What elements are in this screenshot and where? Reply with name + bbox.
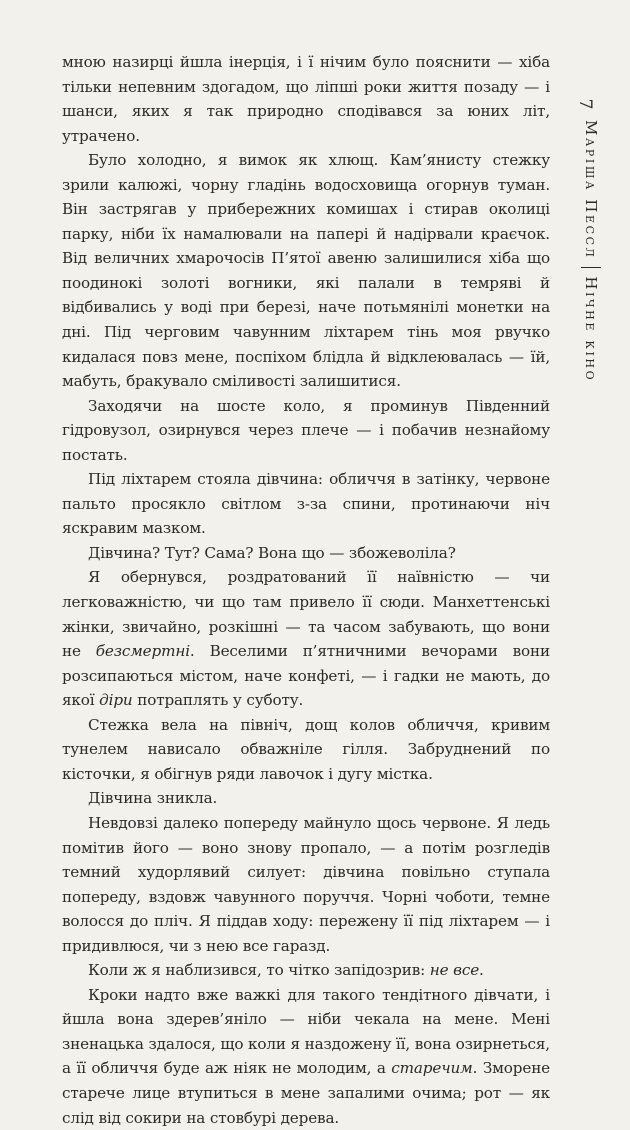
paragraph: Я обернувся, роздратований її наївністю — чи легковажністю, чи що там привело її сюди. Манхеттенські жінки, звичайно, розкішні — та часом забувають, що вони не безсмертні. Веселими п’ятничними вечорами вони розсипаються містом, наче конфеті, — і гадки не мають, до якої діри потраплять у суботу. [62,568,550,710]
emphasis: безсмертні [95,642,190,661]
author-name: Маріша Пессл [582,120,600,260]
paragraph: мною назирці йшла інерція, і ї нічим було пояснити — хіба тільки непевним здогадом, що ліпші роки життя позаду — і шанси, яких я так природно сподівався за юних літ, утрачено. [62,53,550,145]
emphasis: старечим [391,1059,473,1078]
book-title: Нічне кіно [582,276,600,383]
paragraph: Стежка вела на північ, дощ колов обличчя, кривим тунелем нависало обважніле гілля. Забруднений по кісточки, я обігнув ряди лавочок і дугу містка. [62,715,550,783]
emphasis: діри [99,691,133,710]
running-header-text [578,120,604,382]
emphasis: не все [429,961,480,980]
header-separator [581,267,601,268]
paragraph: Заходячи на шосте коло, я проминув Південний гідровузол, озирнувся через плече — і побачив незнайому постать. [62,396,550,464]
body-text [62,50,550,1130]
paragraph: Невдовзі далеко попереду майнуло щось червоне. Я ледь помітив його — воно знову пропало, — а потім розгледів темний худорлявий силует: дівчина повільно ступала попереду, вздовж чавунного поруччя. Чорні чоботи, темне волосся до пліч. Я піддав ходу: пережену її під ліхтарем — і придивлюся, чи з нею все гаразд. [62,813,550,955]
page-number: 7 [575,98,595,110]
running-header [568,84,608,604]
paragraph: Кроки надто вже важкі для такого тендітного дівчати, і йшла вона здерев’яніло — ніби чекала на мене. Мені зненацька здалося, що коли я наздожену її, вона озирнеться, а її обличчя буде аж ніяк не молодим, а старечим. Зморене старече лице втупиться в мене запалими очима; рот — як слід від сокири на стовбурі дерева. [62,985,551,1127]
paragraph: Було холодно, я вимок як хлющ. Кам’янисту стежку зрили калюжі, чорну гладінь водосховища огорнув туман. Він застрягав у прибережних комишах і стирав околиці парку, ніби їх намалювали на папері й надірвали краєчок. Від величних хмарочосів П’ятої авеню залишилися хіба що поодинокі золоті вогники, які палали в темряві й відбивались у воді при березі, наче потьмянілі монетки на дні. Під черговим чавунним ліхтарем тінь моя рвучко кидалася повз мене, поспіхом блідла й відклеювалась — їй, мабуть, бракувало сміливості залишитися. [62,151,550,391]
paragraph: Під ліхтарем стояла дівчина: обличчя в затінку, червоне пальто просякло світлом з-за спини, протинаючи ніч яскравим мазком. [62,470,550,538]
paragraph: Дівчина зникла. [88,789,218,808]
paragraph: Коли ж я наблизився, то чітко запідозрив: не все. [88,961,484,980]
paragraph: Дівчина? Тут? Сама? Вона що — збожеволіла? [88,543,456,562]
